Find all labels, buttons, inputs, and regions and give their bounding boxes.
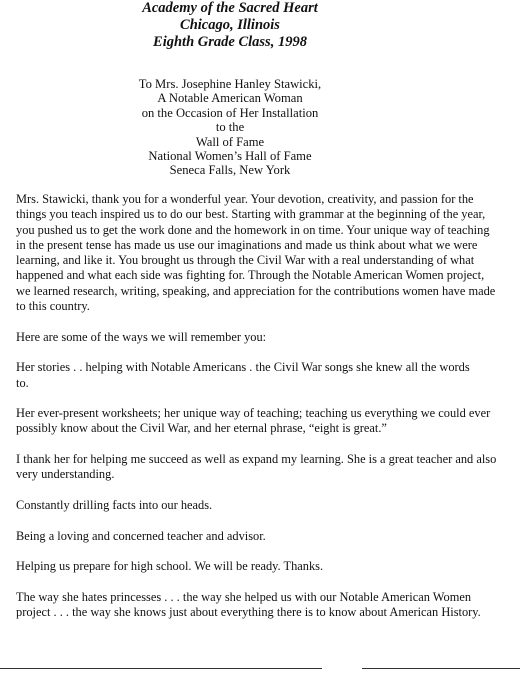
dedication-line: to the	[215, 120, 245, 135]
paragraph-drilling: Constantly drilling facts into our heads.	[16, 497, 213, 512]
paragraph-stories	[16, 360, 504, 391]
dedication-line: To Mrs. Josephine Hanley Stawicki,	[138, 77, 322, 91]
footer-divider-right	[362, 668, 520, 669]
paragraph-advisor: Being a loving and concerned teacher and advisor.	[16, 528, 266, 543]
letterhead	[0, 0, 460, 51]
class-year: Eighth Grade Class, 1998	[153, 34, 307, 50]
text-line: Mrs. Stawicki, thank you for a wonderful year. Your devotion, creativity, and passion for the	[16, 192, 474, 206]
text-line: Her stories . . helping with Notable Americans . the Civil War songs she knew all the words	[16, 360, 470, 375]
text-line: in the present tense has made us use our imaginations and made us think about what we were	[16, 237, 478, 252]
paragraph-succeed	[16, 452, 504, 483]
text-line: very understanding.	[16, 467, 115, 482]
text-line: to.	[16, 375, 29, 390]
dedication-line: Seneca Falls, New York	[169, 163, 291, 178]
school-name: Academy of the Sacred Heart	[142, 0, 318, 16]
dedication-line: National Women’s Hall of Fame	[148, 149, 312, 164]
text-line: you pushed us to get the work done and the homework in on time. Your unique way of teaching	[16, 222, 490, 237]
text-line: to this country.	[16, 299, 90, 314]
letter-body	[16, 192, 504, 636]
paragraph-high-school: Helping us prepare for high school. We will be ready. Thanks.	[16, 559, 324, 574]
paragraph-princesses	[16, 590, 504, 621]
text-line: possibly know about the Civil War, and her eternal phrase, “eight is great.”	[16, 421, 387, 436]
text-line: we learned research, writing, speaking, and appreciation for the contributions women have made	[16, 283, 496, 298]
footer-divider-left	[0, 668, 322, 669]
dedication-line: A Notable American Woman	[157, 91, 303, 106]
dedication-block	[0, 77, 460, 178]
text-line: happened and what each side was fighting for. Through the Notable American Women project,	[16, 268, 485, 283]
text-line: Her ever-present worksheets; her unique way of teaching; teaching us everything we could ever	[16, 406, 491, 421]
text-line: The way she hates princesses . . . the way she helped us with our Notable American Women	[16, 589, 472, 604]
dedication-line: Wall of Fame	[195, 134, 265, 149]
text-line: learning, and like it. You brought us through the Civil War with a real understanding of what	[16, 253, 475, 268]
paragraph-worksheets	[16, 406, 504, 437]
text-line: I thank her for helping me succeed as well as expand my learning. She is a great teacher and also	[16, 452, 497, 467]
school-location: Chicago, Illinois	[180, 17, 280, 33]
paragraph-intro: Here are some of the ways we will remember you:	[16, 329, 267, 344]
text-line: things you teach inspired us to do our best. Starting with grammar at the beginning of the year,	[16, 207, 486, 222]
text-line: project . . . the way she knows just about everything there is to know about American History.	[16, 605, 481, 620]
dedication-line: on the Occasion of Her Installation	[141, 105, 319, 120]
paragraph-thanks	[16, 192, 504, 314]
